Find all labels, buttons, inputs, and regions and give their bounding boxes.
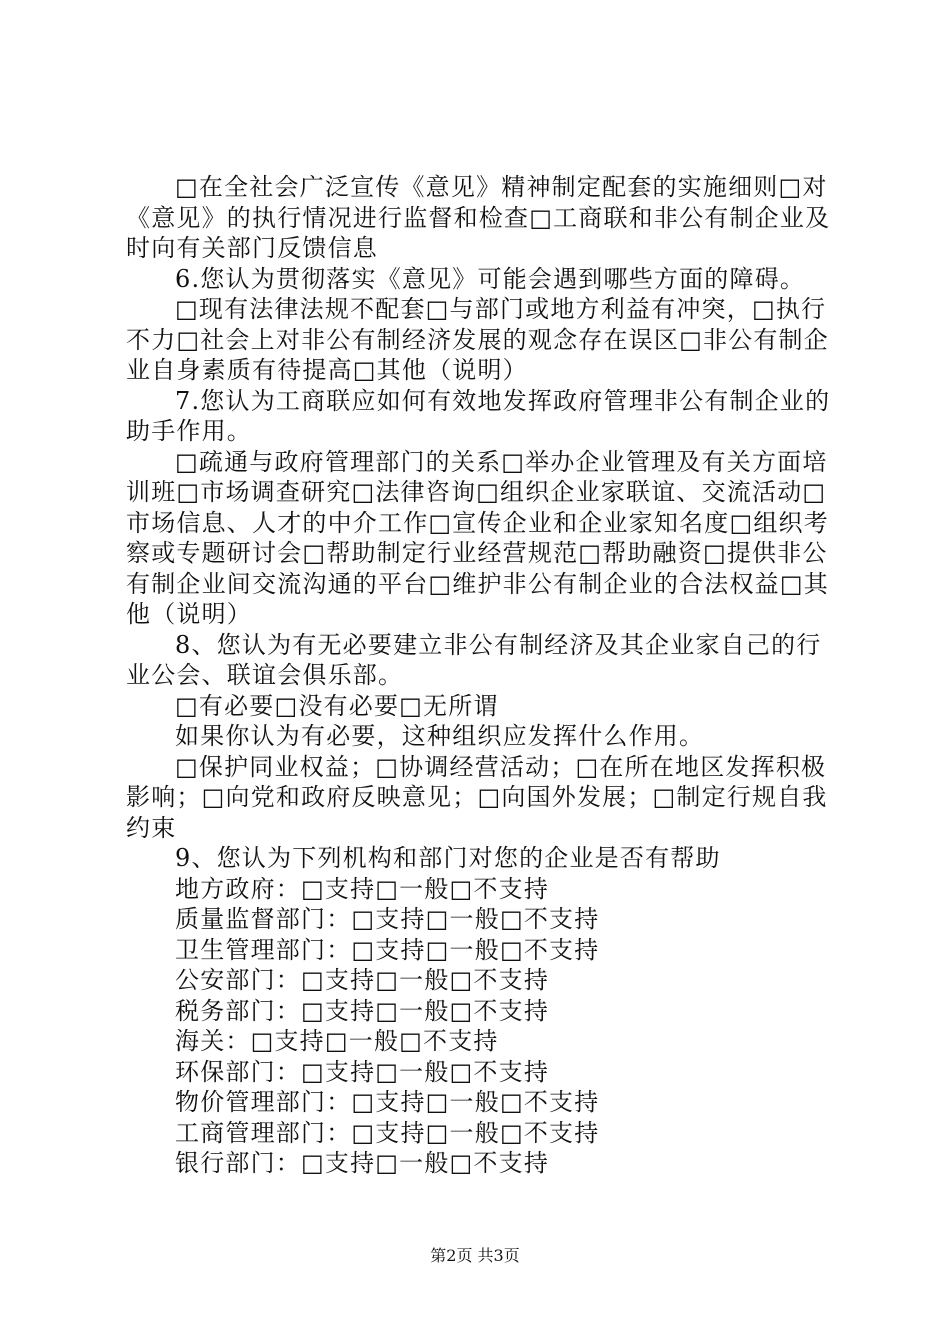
list-item: 税务部门：□支持□一般□不支持 <box>175 996 550 1025</box>
paragraph-function-options: □保护同业权益；□协调经营活动；□在所在地区发挥积极影响；□向党和政府反映意见；□向国外发展；□制定行规自我约束 <box>126 752 828 842</box>
question-6: 6.您认为贯彻落实《意见》可能会遇到哪些方面的障碍。 <box>175 264 806 293</box>
list-item: 地方政府：□支持□一般□不支持 <box>175 874 550 903</box>
paragraph-role-options: □疏通与政府管理部门的关系□举办企业管理及有关方面培训班□市场调查研究□法律咨询□组织企业家联谊、交流活动□市场信息、人才的中介工作□宣传企业和企业家知名度□组织考察或专题研讨会□帮助制定行业经营规范□帮助融资□提供非公有制企业间交流沟通的平台□维护非公有制企业的合法权益□其他（说明） <box>126 447 829 628</box>
list-item: 工商管理部门：□支持□一般□不支持 <box>175 1118 600 1147</box>
document-body <box>126 172 832 1179</box>
list-item: 公安部门：□支持□一般□不支持 <box>175 966 550 994</box>
paragraph-followup-question: 如果你认为有必要，这种组织应发挥什么作用。 <box>175 722 705 750</box>
page-footer: 第2页 共3页 <box>430 1246 520 1265</box>
list-item: 卫生管理部门：□支持□一般□不支持 <box>175 935 600 964</box>
list-item: 环保部门：□支持□一般□不支持 <box>175 1057 550 1086</box>
list-item: 海关：□支持□一般□不支持 <box>175 1027 499 1055</box>
question-7: 7.您认为工商联应如何有效地发挥政府管理非公有制企业的助手作用。 <box>126 386 831 445</box>
list-item: 物价管理部门：□支持□一般□不支持 <box>175 1088 600 1116</box>
question-8: 8、您认为有无必要建立非公有制经济及其企业家自己的行业公会、联谊会俱乐部。 <box>126 630 822 689</box>
question-9: 9、您认为下列机构和部门对您的企业是否有帮助 <box>175 844 721 872</box>
list-item: 银行部门：□支持□一般□不支持 <box>175 1149 550 1177</box>
paragraph-obstacles-options: □现有法律法规不配套□与部门或地方利益有冲突，□执行不力□社会上对非公有制经济发展的观念存在误区□非公有制企业自身素质有待提高□其他（说明） <box>126 295 829 384</box>
list-item: 质量监督部门：□支持□一般□不支持 <box>175 905 600 933</box>
paragraph-necessity-options: □有必要□没有必要□无所谓 <box>175 691 499 720</box>
paragraph-measures-options: □在全社会广泛宣传《意见》精神制定配套的实施细则□对《意见》的执行情况进行监督和检查□工商联和非公有制企业及时向有关部门反馈信息 <box>126 173 831 262</box>
